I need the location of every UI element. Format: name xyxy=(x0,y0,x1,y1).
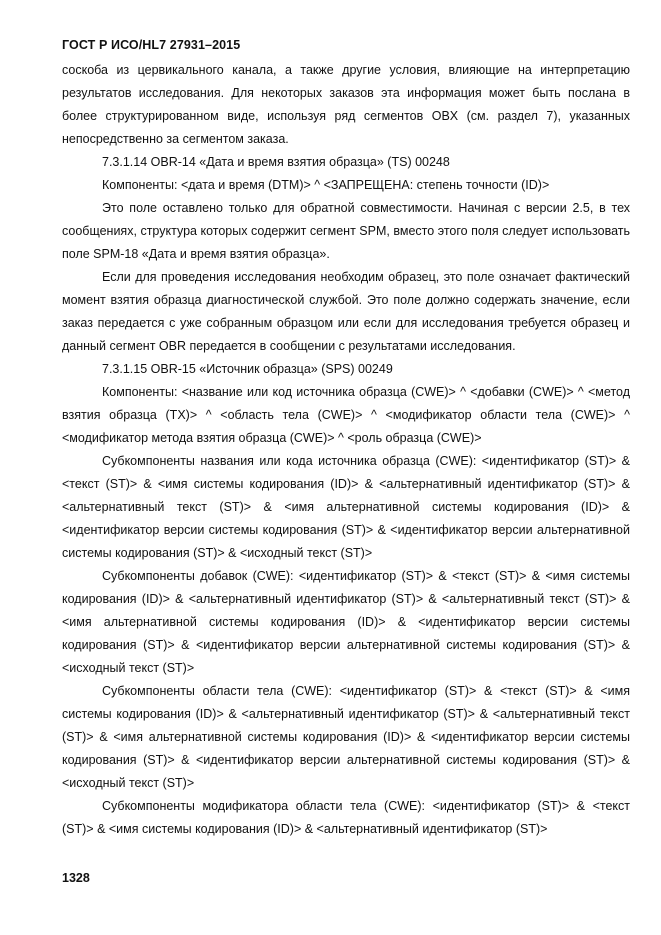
paragraph-components-obr-15: Компоненты: <название или код источника образца (CWE)> ^ <добавки (CWE)> ^ <метод взятия образца (TX)> ^ <область тела (CWE)> ^ <модификатор области тела (CWE)> ^ <модификатор метода взятия образца (CWE)> ^ <роль образца (CWE)> xyxy=(62,384,630,445)
paragraph-components-obr-14: Компоненты: <дата и время (DTM)> ^ <ЗАПРЕЩЕНА: степень точности (ID)> xyxy=(102,177,550,192)
paragraph-subcomponents-additives: Субкомпоненты добавок (CWE): <идентификатор (ST)> & <текст (ST)> & <имя системы кодирования (ID)> & <альтернативный идентификатор (ST)> & <альтернативный текст (ST)> & <имя альтернативной системы кодирования (ID)> & <идентификатор версии системы кодирования (ST)> & <идентификатор версии альтернативной системы кодирования (ST)> & <исходный текст (ST)> xyxy=(62,568,630,675)
paragraph-subcomponents-body-site: Субкомпоненты области тела (CWE): <идентификатор (ST)> & <текст (ST)> & <имя системы кодирования (ID)> & <альтернативный идентификатор (ST)> & <альтернативный текст (ST)> & <имя альтернативной системы кодирования (ID)> & <идентификатор версии системы кодирования (ST)> & <идентификатор версии альтернативной системы кодирования (ST)> & <исходный текст (ST)> xyxy=(62,683,630,790)
paragraph-subcomponents-source: Субкомпоненты названия или кода источника образца (CWE): <идентификатор (ST)> & <текст (ST)> & <имя системы кодирования (ID)> & <альтернативный идентификатор (ST)> & <альтернативный текст (ST)> & <имя альтернативной системы кодирования (ID)> & <идентификатор версии системы кодирования (ST)> & <идентификатор версии альтернативной системы кодирования (ST)> & <исходный текст (ST)> xyxy=(62,453,630,560)
page-number: 1328 xyxy=(62,871,90,885)
paragraph-compatibility-note: Это поле оставлено только для обратной совместимости. Начиная с версии 2.5, в тех сообщениях, структура которых содержит сегмент SPM, вместо этого поля следует использовать поле SPM-18 «Дата и время взятия образца». xyxy=(62,200,630,261)
body-text xyxy=(62,59,630,841)
section-heading-obr-14: 7.3.1.14 OBR-14 «Дата и время взятия образца» (TS) 00248 xyxy=(102,154,450,169)
section-heading-obr-15: 7.3.1.15 OBR-15 «Источник образца» (SPS) 00249 xyxy=(102,361,393,376)
standard-header: ГОСТ Р ИСО/HL7 27931–2015 xyxy=(62,38,241,52)
paragraph-collection-time: Если для проведения исследования необходим образец, это поле означает фактический момент взятия образца диагностической службой. Это поле должно содержать значение, если заказ передается с уже собранным образцом или если для исследования требуется образец и данный сегмент OBR передается в сообщении с результатами исследования. xyxy=(62,269,630,353)
paragraph-subcomponents-site-modifier: Субкомпоненты модификатора области тела (CWE): <идентификатор (ST)> & <текст (ST)> & <имя системы кодирования (ID)> & <альтернативный идентификатор (ST)> xyxy=(62,798,630,836)
paragraph-continuation: соскоба из цервикального канала, а также другие условия, влияющие на интерпретацию результатов исследования. Для некоторых заказов эта информация может быть послана в более структурированном виде, используя ряд сегментов OBX (см. раздел 7), указанных непосредственно за сегментом заказа. xyxy=(62,62,630,146)
